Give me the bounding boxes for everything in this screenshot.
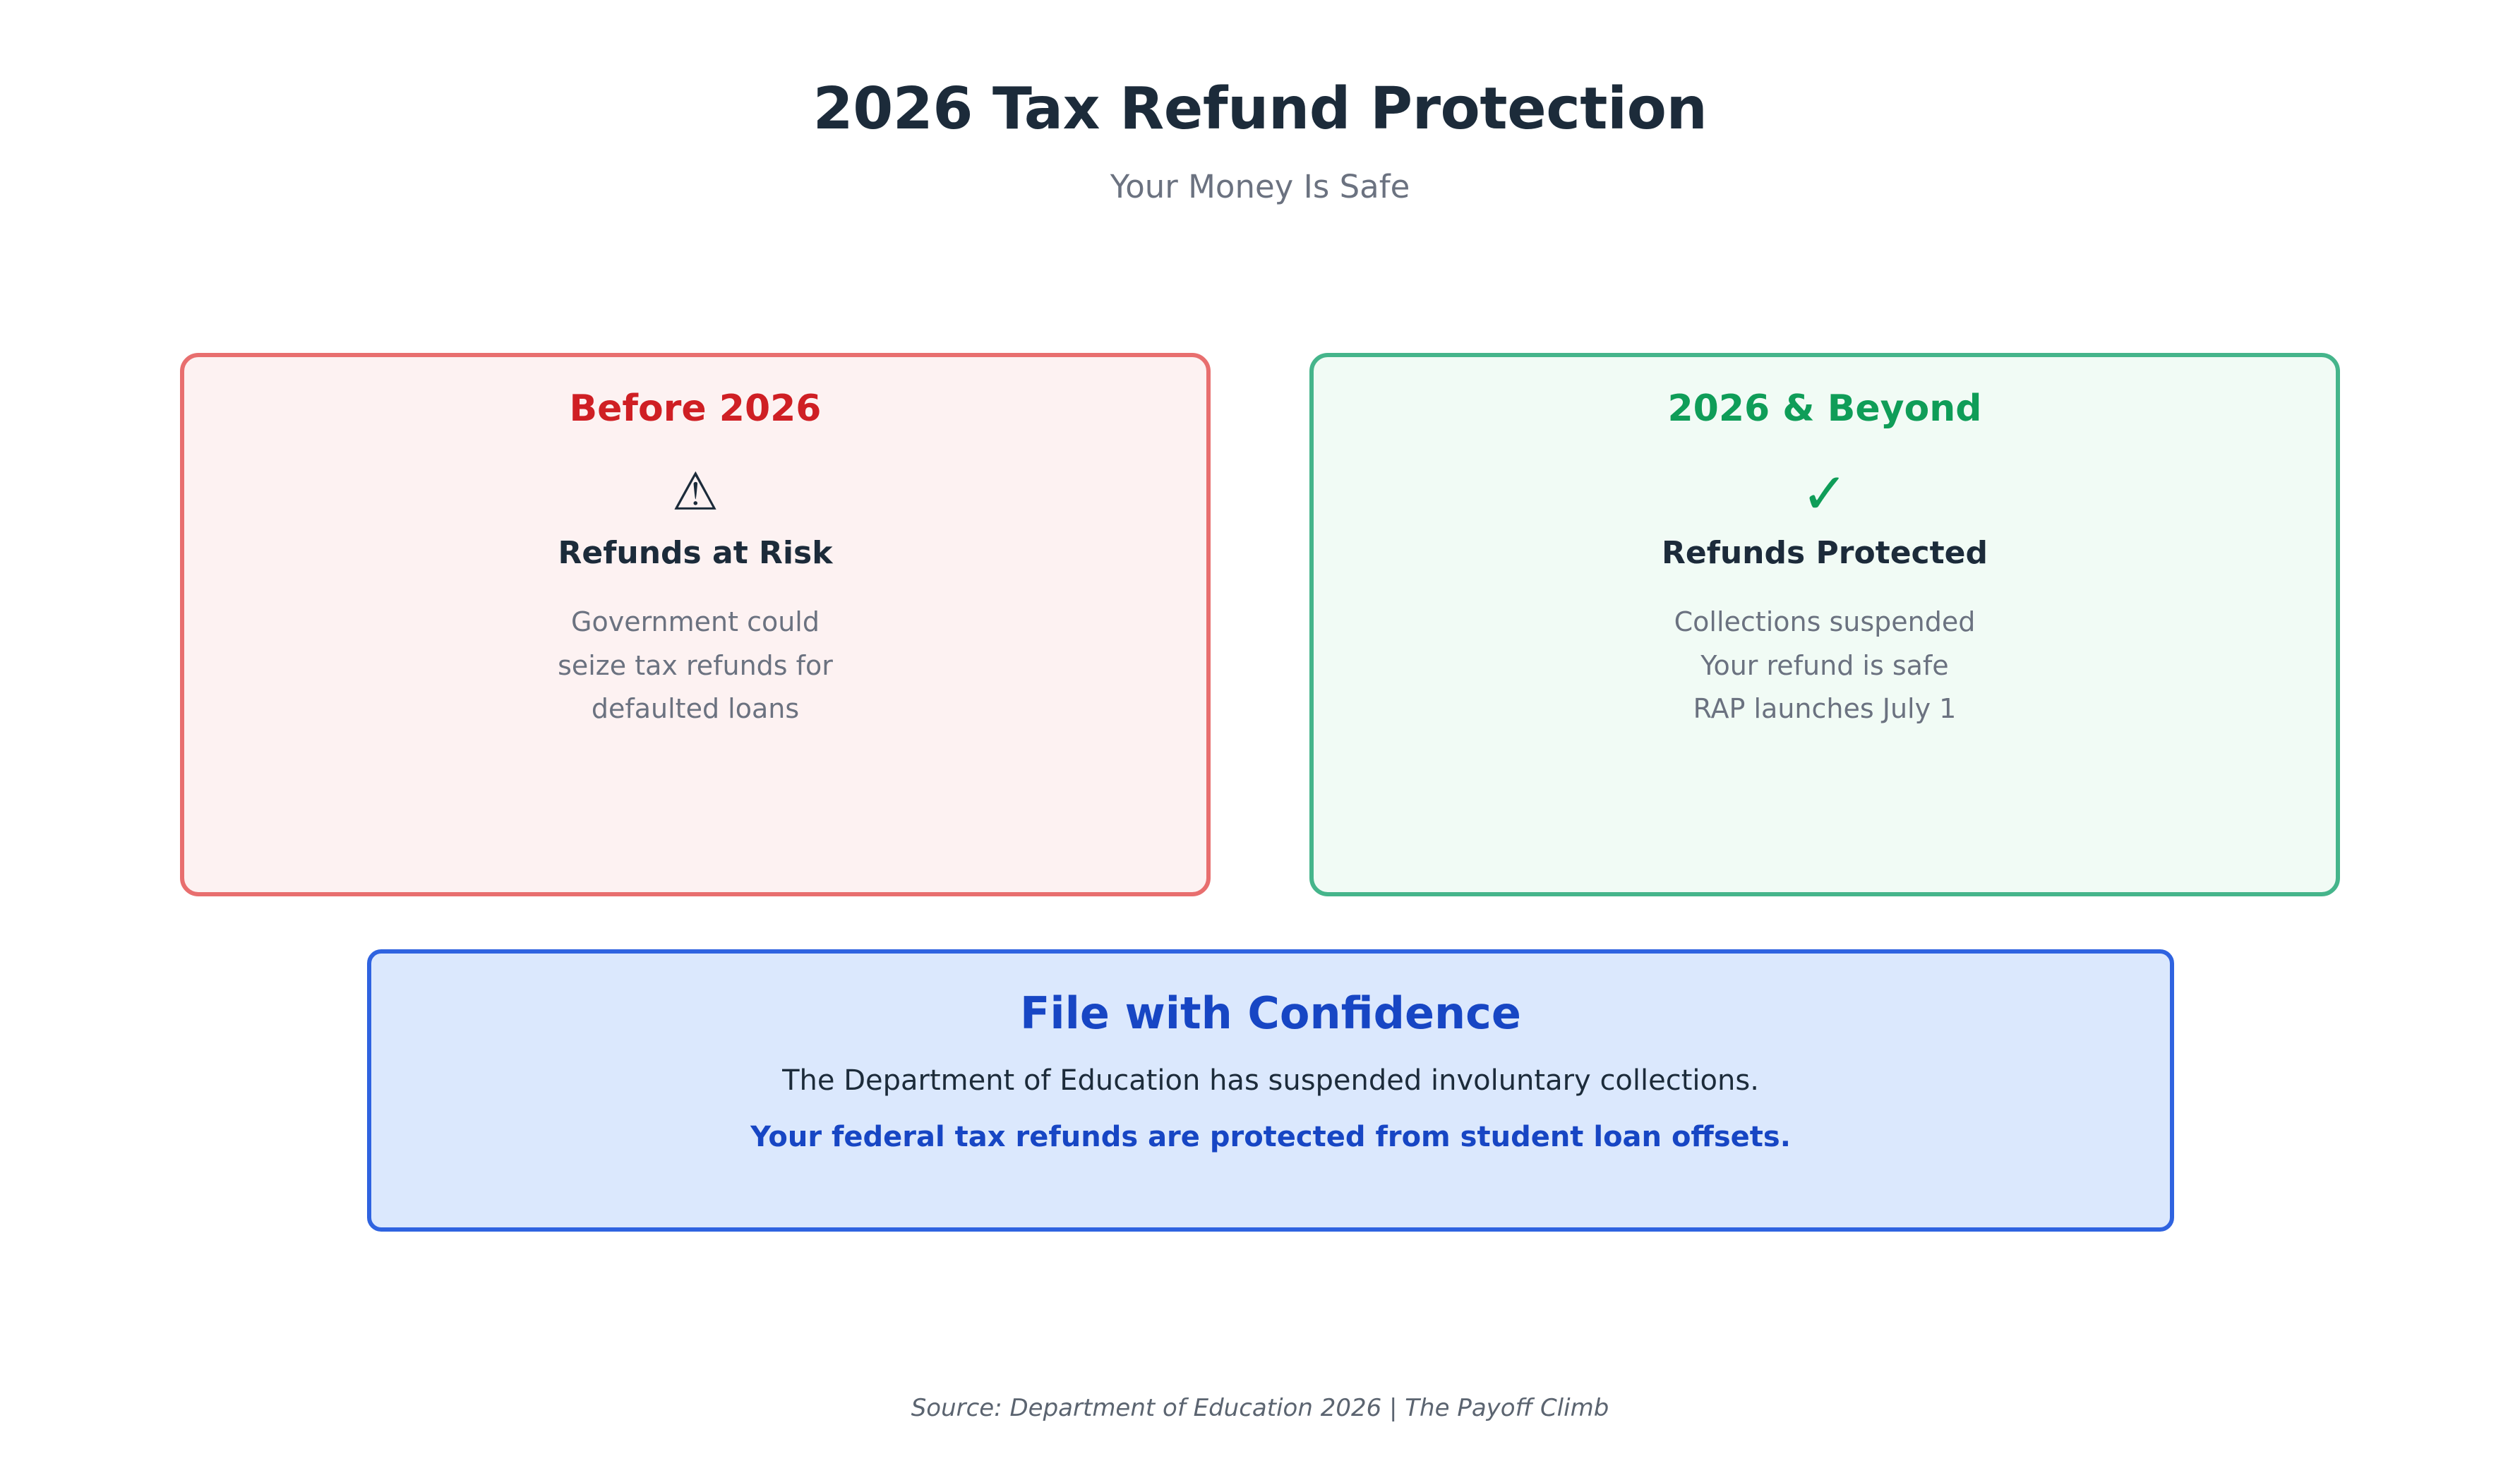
card-before-line-2: seize tax refunds for [558,649,833,681]
card-before-heading: Before 2026 [569,387,822,430]
card-before-subtitle: Refunds at Risk [558,535,833,572]
checkmark-icon: ✓ [1801,461,1849,527]
card-after-heading: 2026 & Beyond [1667,387,1982,430]
page-title: 2026 Tax Refund Protection [812,76,1708,143]
page-subtitle: Your Money Is Safe [1110,168,1410,206]
card-after-line-3: RAP launches July 1 [1693,693,1957,725]
source-note: Source: Department of Education 2026 | The Payoff Climb [911,1394,1609,1422]
card-after-line-2: Your refund is safe [1700,649,1949,681]
callout-line-1: The Department of Education has suspended involuntary collections. [782,1064,1759,1097]
card-after-subtitle: Refunds Protected [1661,535,1988,572]
card-before-line-1: Government could [571,606,820,638]
header [0,78,2520,205]
card-after-line-1: Collections suspended [1674,606,1976,638]
card-2026-and-beyond [1309,353,2340,896]
card-before-2026 [180,353,1211,896]
callout-title: File with Confidence [1020,987,1521,1039]
warning-triangle-icon: ⚠ [671,462,719,523]
callout-banner [367,949,2174,1232]
comparison-cards [180,353,2340,896]
card-before-body [184,601,1206,731]
card-before-line-3: defaulted loans [591,693,800,725]
card-after-body [1314,601,2336,731]
callout-line-2: Your federal tax refunds are protected from student loan offsets. [750,1121,1791,1153]
